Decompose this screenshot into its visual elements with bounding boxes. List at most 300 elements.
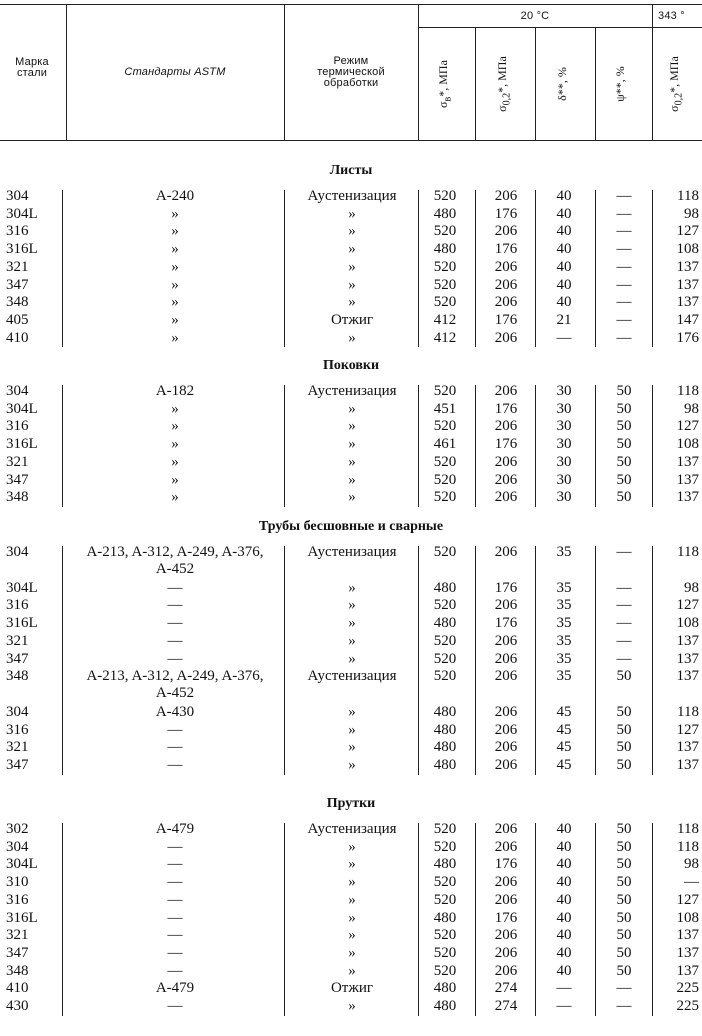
header-group-rule <box>418 27 702 28</box>
yield-strength-343c-cell: 127 <box>676 223 699 240</box>
tensile-strength-cell: 520 <box>433 944 457 961</box>
tensile-strength-cell: 520 <box>433 276 457 293</box>
table-row <box>0 963 702 980</box>
steel-grade-cell: 347 <box>6 471 29 488</box>
header-yield-strength-20c: $\sigma_{0,2}*$, МПа <box>495 56 513 112</box>
astm-standard-cell: — <box>167 597 183 614</box>
reduction-of-area-cell: — <box>616 597 632 614</box>
elongation-cell: 40 <box>556 294 572 311</box>
yield-strength-20c-cell: 206 <box>494 276 518 293</box>
steel-grade-cell: 304 <box>6 188 29 204</box>
tensile-strength-cell: 520 <box>433 650 457 667</box>
reduction-of-area-cell: — <box>616 311 632 328</box>
yield-strength-20c-cell: 206 <box>494 489 518 506</box>
astm-standard-cell: — <box>167 739 183 756</box>
yield-strength-20c-cell: 176 <box>494 909 518 926</box>
astm-standard-cell: A-182 <box>155 383 195 399</box>
astm-standard-cell: — <box>167 838 183 855</box>
yield-strength-343c-cell: 98 <box>684 579 699 596</box>
yield-strength-343c-cell: — <box>684 874 699 891</box>
astm-standard-cell: — <box>167 632 183 649</box>
heat-treatment-cell: » <box>348 400 356 417</box>
table-row <box>0 544 702 577</box>
astm-standard-cell: A-430 <box>155 703 195 720</box>
heat-treatment-cell: » <box>348 927 356 944</box>
yield-strength-20c-cell: 206 <box>494 821 518 837</box>
table-row <box>0 927 702 944</box>
yield-strength-20c-cell: 206 <box>494 329 518 346</box>
yield-strength-20c-cell: 176 <box>494 615 518 632</box>
reduction-of-area-cell: 50 <box>616 927 632 944</box>
steel-grade-cell: 347 <box>6 650 29 667</box>
table-row <box>0 874 702 891</box>
tensile-strength-cell: 520 <box>433 891 457 908</box>
table-row <box>0 436 702 453</box>
column-rule <box>62 190 63 347</box>
astm-standard-cell: A-479 <box>155 980 195 997</box>
yield-strength-343c-cell: 137 <box>676 258 699 275</box>
section-title: Поковки <box>322 358 380 373</box>
table-row <box>0 401 702 418</box>
heat-treatment-cell: » <box>348 205 356 222</box>
reduction-of-area-cell: 50 <box>616 891 632 908</box>
table-row <box>0 294 702 311</box>
tensile-strength-cell: 520 <box>433 838 457 855</box>
heat-treatment-cell: » <box>348 436 356 453</box>
tensile-strength-cell: 520 <box>433 821 457 837</box>
steel-grade-cell: 347 <box>6 757 29 773</box>
elongation-cell: 45 <box>556 739 572 756</box>
yield-strength-20c-cell: 206 <box>494 927 518 944</box>
elongation-cell: 40 <box>556 927 572 944</box>
heat-treatment-cell: Аустенизация <box>307 188 397 204</box>
header-steel-grade <box>0 57 64 79</box>
yield-strength-343c-cell: 118 <box>677 838 699 855</box>
elongation-cell: 40 <box>556 223 572 240</box>
yield-strength-20c-cell: 176 <box>494 400 518 417</box>
steel-grade-cell: 321 <box>6 927 29 944</box>
steel-grade-cell: 316 <box>6 597 29 614</box>
header-elongation: δ**, % <box>555 67 569 101</box>
column-rule <box>418 190 419 347</box>
steel-grade-cell: 321 <box>6 453 29 470</box>
reduction-of-area-cell: 50 <box>616 909 632 926</box>
yield-strength-343c-cell: 137 <box>676 632 699 649</box>
reduction-of-area-cell: 50 <box>616 757 632 773</box>
astm-standard-cell: — <box>167 891 183 908</box>
yield-strength-343c-cell: 127 <box>676 721 699 738</box>
tensile-strength-cell: 520 <box>433 668 457 685</box>
heat-treatment-cell: » <box>348 329 356 346</box>
reduction-of-area-cell: — <box>616 998 632 1014</box>
table-row <box>0 739 702 756</box>
yield-strength-343c-cell: 137 <box>676 927 699 944</box>
heat-treatment-cell: » <box>348 998 356 1014</box>
header-steel-line-1: Марка <box>15 56 49 68</box>
steel-grade-cell: 316L <box>6 436 38 453</box>
table-row <box>0 821 702 838</box>
steel-grade-cell: 304L <box>6 856 38 873</box>
tensile-strength-cell: 520 <box>433 383 457 399</box>
steel-grade-cell: 405 <box>6 311 29 328</box>
steel-grade-cell: 321 <box>6 632 29 649</box>
table-row <box>0 856 702 873</box>
heat-treatment-cell: Отжиг <box>330 980 374 997</box>
yield-strength-20c-cell: 274 <box>494 998 518 1014</box>
header-bottom-rule <box>0 140 702 141</box>
yield-strength-343c-cell: 225 <box>676 980 699 997</box>
table-row <box>0 892 702 909</box>
steel-grade-cell: 316 <box>6 721 29 738</box>
column-rule <box>652 385 653 507</box>
column-rule <box>595 823 596 1016</box>
yield-strength-343c-cell: 137 <box>676 453 699 470</box>
reduction-of-area-cell: 50 <box>616 383 632 399</box>
astm-standard-cell: » <box>171 329 179 346</box>
header-heat-treatment <box>284 56 418 89</box>
heat-treatment-cell: » <box>348 258 356 275</box>
yield-strength-343c-cell: 108 <box>676 615 699 632</box>
yield-strength-20c-cell: 206 <box>494 223 518 240</box>
column-rule <box>535 385 536 507</box>
astm-standard-cell: » <box>171 205 179 222</box>
header-group-343c <box>652 11 702 22</box>
elongation-cell: 30 <box>556 471 572 488</box>
astm-standard-cell: » <box>171 489 179 506</box>
yield-strength-343c-cell: 127 <box>676 891 699 908</box>
elongation-cell: 40 <box>556 874 572 891</box>
heat-treatment-cell: » <box>348 721 356 738</box>
yield-strength-343c-cell: 137 <box>676 668 699 685</box>
reduction-of-area-cell: 50 <box>616 400 632 417</box>
heat-treatment-cell: » <box>348 471 356 488</box>
reduction-of-area-cell: — <box>616 579 632 596</box>
yield-strength-343c-cell: 147 <box>676 311 699 328</box>
table-row <box>0 633 702 650</box>
astm-standard-cell: » <box>171 400 179 417</box>
tensile-strength-cell: 480 <box>433 615 457 632</box>
heat-treatment-cell: » <box>348 703 356 720</box>
yield-strength-20c-cell: 206 <box>494 891 518 908</box>
reduction-of-area-cell: — <box>616 650 632 667</box>
steel-grade-cell: 316 <box>6 223 29 240</box>
elongation-cell: 35 <box>556 668 572 685</box>
elongation-cell: 35 <box>556 579 572 596</box>
elongation-cell: 35 <box>556 650 572 667</box>
table-row <box>0 188 702 205</box>
reduction-of-area-cell: — <box>616 980 632 997</box>
yield-strength-343c-cell: 127 <box>676 597 699 614</box>
heat-treatment-cell: » <box>348 597 356 614</box>
table-row <box>0 330 702 347</box>
astm-standard-cell: » <box>171 294 179 311</box>
tensile-strength-cell: 520 <box>433 632 457 649</box>
yield-strength-343c-cell: 108 <box>676 436 699 453</box>
yield-strength-20c-cell: 206 <box>494 258 518 275</box>
header-steel-line-2: стали <box>16 67 48 79</box>
steel-grade-cell: 304L <box>6 579 38 596</box>
astm-standard-cell: » <box>171 223 179 240</box>
heat-treatment-cell: » <box>348 650 356 667</box>
reduction-of-area-cell: 50 <box>616 489 632 506</box>
astm-standard-cell: — <box>167 874 183 891</box>
heat-treatment-cell: » <box>348 632 356 649</box>
yield-strength-20c-cell: 206 <box>494 632 518 649</box>
heat-treatment-cell: » <box>348 838 356 855</box>
yield-strength-20c-cell: 274 <box>494 980 518 997</box>
heat-treatment-cell: » <box>348 489 356 506</box>
reduction-of-area-cell: 50 <box>616 944 632 961</box>
column-rule <box>418 823 419 1016</box>
elongation-cell: 30 <box>556 489 572 506</box>
tensile-strength-cell: 520 <box>433 223 457 240</box>
column-rule <box>62 385 63 507</box>
yield-strength-343c-cell: 118 <box>677 383 699 399</box>
column-rule <box>62 546 63 775</box>
column-rule <box>535 190 536 347</box>
astm-standard-cell: A-213, A-312, A-249, A-376, A-452 <box>86 544 264 577</box>
elongation-cell: — <box>556 329 572 346</box>
tensile-strength-cell: 480 <box>433 205 457 222</box>
steel-grade-cell: 316L <box>6 909 38 926</box>
column-rule <box>284 190 285 347</box>
yield-strength-20c-cell: 206 <box>494 188 518 204</box>
reduction-of-area-cell: — <box>616 241 632 258</box>
astm-standard-cell: — <box>167 909 183 926</box>
yield-strength-343c-cell: 108 <box>676 241 699 258</box>
yield-strength-343c-cell: 225 <box>676 998 699 1014</box>
header-divider-3 <box>418 4 419 140</box>
table-row <box>0 722 702 739</box>
steel-grade-cell: 304L <box>6 205 38 222</box>
heat-treatment-cell: » <box>348 874 356 891</box>
yield-strength-20c-cell: 176 <box>494 311 518 328</box>
table-row <box>0 580 702 597</box>
table-row <box>0 945 702 962</box>
elongation-cell: 21 <box>556 311 572 328</box>
yield-strength-343c-cell: 98 <box>684 856 699 873</box>
reduction-of-area-cell: — <box>616 223 632 240</box>
yield-strength-20c-cell: 206 <box>494 757 518 773</box>
yield-strength-20c-cell: 206 <box>494 597 518 614</box>
header-astm-label: Стандарты ASTM <box>124 66 226 78</box>
yield-strength-20c-cell: 206 <box>494 453 518 470</box>
table-row <box>0 839 702 856</box>
yield-strength-343c-cell: 137 <box>676 489 699 506</box>
elongation-cell: 40 <box>556 856 572 873</box>
elongation-cell: 30 <box>556 436 572 453</box>
tensile-strength-cell: 480 <box>433 739 457 756</box>
elongation-cell: 40 <box>556 241 572 258</box>
table-row <box>0 277 702 294</box>
tensile-strength-cell: 520 <box>433 597 457 614</box>
tensile-strength-cell: 480 <box>433 579 457 596</box>
steel-grade-cell: 316 <box>6 418 29 435</box>
table-row <box>0 597 702 614</box>
header-top-rule <box>0 4 702 5</box>
column-rule <box>284 546 285 775</box>
yield-strength-20c-cell: 206 <box>494 383 518 399</box>
yield-strength-20c-cell: 176 <box>494 205 518 222</box>
reduction-of-area-cell: — <box>616 544 632 560</box>
elongation-cell: 40 <box>556 276 572 293</box>
table-row <box>0 206 702 223</box>
steel-grade-cell: 430 <box>6 998 29 1014</box>
astm-standard-cell: » <box>171 241 179 258</box>
column-rule <box>535 823 536 1016</box>
steel-grade-cell: 348 <box>6 294 29 311</box>
heat-treatment-cell: » <box>348 223 356 240</box>
astm-standard-cell: — <box>167 721 183 738</box>
heat-treatment-cell: » <box>348 757 356 773</box>
heat-treatment-cell: » <box>348 418 356 435</box>
reduction-of-area-cell: 50 <box>616 838 632 855</box>
elongation-cell: — <box>556 998 572 1014</box>
reduction-of-area-cell: 50 <box>616 739 632 756</box>
yield-strength-343c-cell: 118 <box>677 821 699 837</box>
yield-strength-20c-cell: 206 <box>494 874 518 891</box>
elongation-cell: 30 <box>556 400 572 417</box>
steel-grade-cell: 347 <box>6 944 29 961</box>
section-title: Трубы бесшовные и сварные <box>258 519 444 534</box>
elongation-cell: 45 <box>556 757 572 773</box>
header-divider-6 <box>595 27 596 140</box>
reduction-of-area-cell: 50 <box>616 856 632 873</box>
tensile-strength-cell: 520 <box>433 471 457 488</box>
astm-standard-cell: — <box>167 927 183 944</box>
heat-treatment-cell: » <box>348 891 356 908</box>
astm-standard-cell: » <box>171 436 179 453</box>
reduction-of-area-cell: — <box>616 188 632 204</box>
yield-strength-343c-cell: 137 <box>676 294 699 311</box>
reduction-of-area-cell: — <box>616 258 632 275</box>
elongation-cell: 35 <box>556 597 572 614</box>
column-rule <box>418 385 419 507</box>
astm-standard-cell: A-479 <box>155 821 195 837</box>
table-row <box>0 454 702 471</box>
astm-standard-cell: A-213, A-312, A-249, A-376, A-452 <box>86 668 264 702</box>
column-rule <box>284 385 285 507</box>
reduction-of-area-cell: 50 <box>616 668 632 685</box>
steel-grade-cell: 321 <box>6 739 29 756</box>
steel-grade-cell: 316L <box>6 241 38 258</box>
elongation-cell: 40 <box>556 962 572 979</box>
yield-strength-20c-cell: 206 <box>494 418 518 435</box>
elongation-cell: 30 <box>556 453 572 470</box>
astm-standard-cell: — <box>167 944 183 961</box>
column-rule <box>475 546 476 775</box>
elongation-cell: 35 <box>556 615 572 632</box>
heat-treatment-cell: Аустенизация <box>307 821 397 837</box>
header-mode-line-1: Режим <box>333 55 369 67</box>
column-rule <box>652 190 653 347</box>
reduction-of-area-cell: 50 <box>616 703 632 720</box>
elongation-cell: — <box>556 980 572 997</box>
yield-strength-343c-cell: 137 <box>676 757 699 773</box>
column-rule <box>475 823 476 1016</box>
elongation-cell: 40 <box>556 891 572 908</box>
heat-treatment-cell: Аустенизация <box>307 544 397 560</box>
yield-strength-20c-cell: 206 <box>494 703 518 720</box>
header-tensile-strength: $\sigma_в*$, МПа <box>436 60 454 108</box>
heat-treatment-cell: » <box>348 739 356 756</box>
reduction-of-area-cell: 50 <box>616 418 632 435</box>
yield-strength-343c-cell: 98 <box>684 205 699 222</box>
heat-treatment-cell: Отжиг <box>330 311 374 328</box>
tensile-strength-cell: 480 <box>433 721 457 738</box>
tensile-strength-cell: 520 <box>433 489 457 506</box>
yield-strength-20c-cell: 206 <box>494 944 518 961</box>
heat-treatment-cell: » <box>348 856 356 873</box>
elongation-cell: 40 <box>556 838 572 855</box>
header-group-20c-label: 20 °C <box>520 10 550 22</box>
yield-strength-343c-cell: 137 <box>676 650 699 667</box>
header-divider-4 <box>475 27 476 140</box>
table-row <box>0 489 702 506</box>
tensile-strength-cell: 480 <box>433 241 457 258</box>
yield-strength-20c-cell: 206 <box>494 838 518 855</box>
yield-strength-343c-cell: 118 <box>677 544 699 560</box>
heat-treatment-cell: Аустенизация <box>307 668 397 685</box>
heat-treatment-cell: » <box>348 962 356 979</box>
yield-strength-20c-cell: 206 <box>494 668 518 685</box>
steel-grade-cell: 304 <box>6 544 29 560</box>
heat-treatment-cell: » <box>348 453 356 470</box>
table-row <box>0 651 702 668</box>
steel-grade-cell: 304 <box>6 703 29 720</box>
reduction-of-area-cell: 50 <box>616 962 632 979</box>
table-row <box>0 980 702 997</box>
tensile-strength-cell: 480 <box>433 998 457 1014</box>
heat-treatment-cell: » <box>348 615 356 632</box>
reduction-of-area-cell: — <box>616 205 632 222</box>
table-row <box>0 223 702 240</box>
tensile-strength-cell: 451 <box>433 400 457 417</box>
reduction-of-area-cell: 50 <box>616 453 632 470</box>
column-rule <box>595 385 596 507</box>
column-rule <box>652 823 653 1016</box>
yield-strength-20c-cell: 176 <box>494 856 518 873</box>
elongation-cell: 40 <box>556 821 572 837</box>
reduction-of-area-cell: 50 <box>616 874 632 891</box>
reduction-of-area-cell: 50 <box>616 471 632 488</box>
table-row <box>0 910 702 927</box>
table-row <box>0 998 702 1015</box>
column-rule <box>475 190 476 347</box>
column-rule <box>418 546 419 775</box>
table-row <box>0 241 702 258</box>
steel-grade-cell: 321 <box>6 258 29 275</box>
tensile-strength-cell: 520 <box>433 962 457 979</box>
tensile-strength-cell: 480 <box>433 909 457 926</box>
astm-standard-cell: — <box>167 650 183 667</box>
steel-grade-cell: 304 <box>6 838 29 855</box>
table-row <box>0 472 702 489</box>
table-row <box>0 757 702 774</box>
reduction-of-area-cell: — <box>616 329 632 346</box>
table-row <box>0 668 702 702</box>
elongation-cell: 40 <box>556 258 572 275</box>
astm-standard-cell: — <box>167 856 183 873</box>
elongation-cell: 35 <box>556 544 572 560</box>
yield-strength-343c-cell: 137 <box>676 276 699 293</box>
yield-strength-20c-cell: 206 <box>494 471 518 488</box>
yield-strength-20c-cell: 206 <box>494 650 518 667</box>
section-title: Прутки <box>326 796 376 811</box>
tensile-strength-cell: 480 <box>433 703 457 720</box>
table-row <box>0 312 702 329</box>
column-rule <box>535 546 536 775</box>
